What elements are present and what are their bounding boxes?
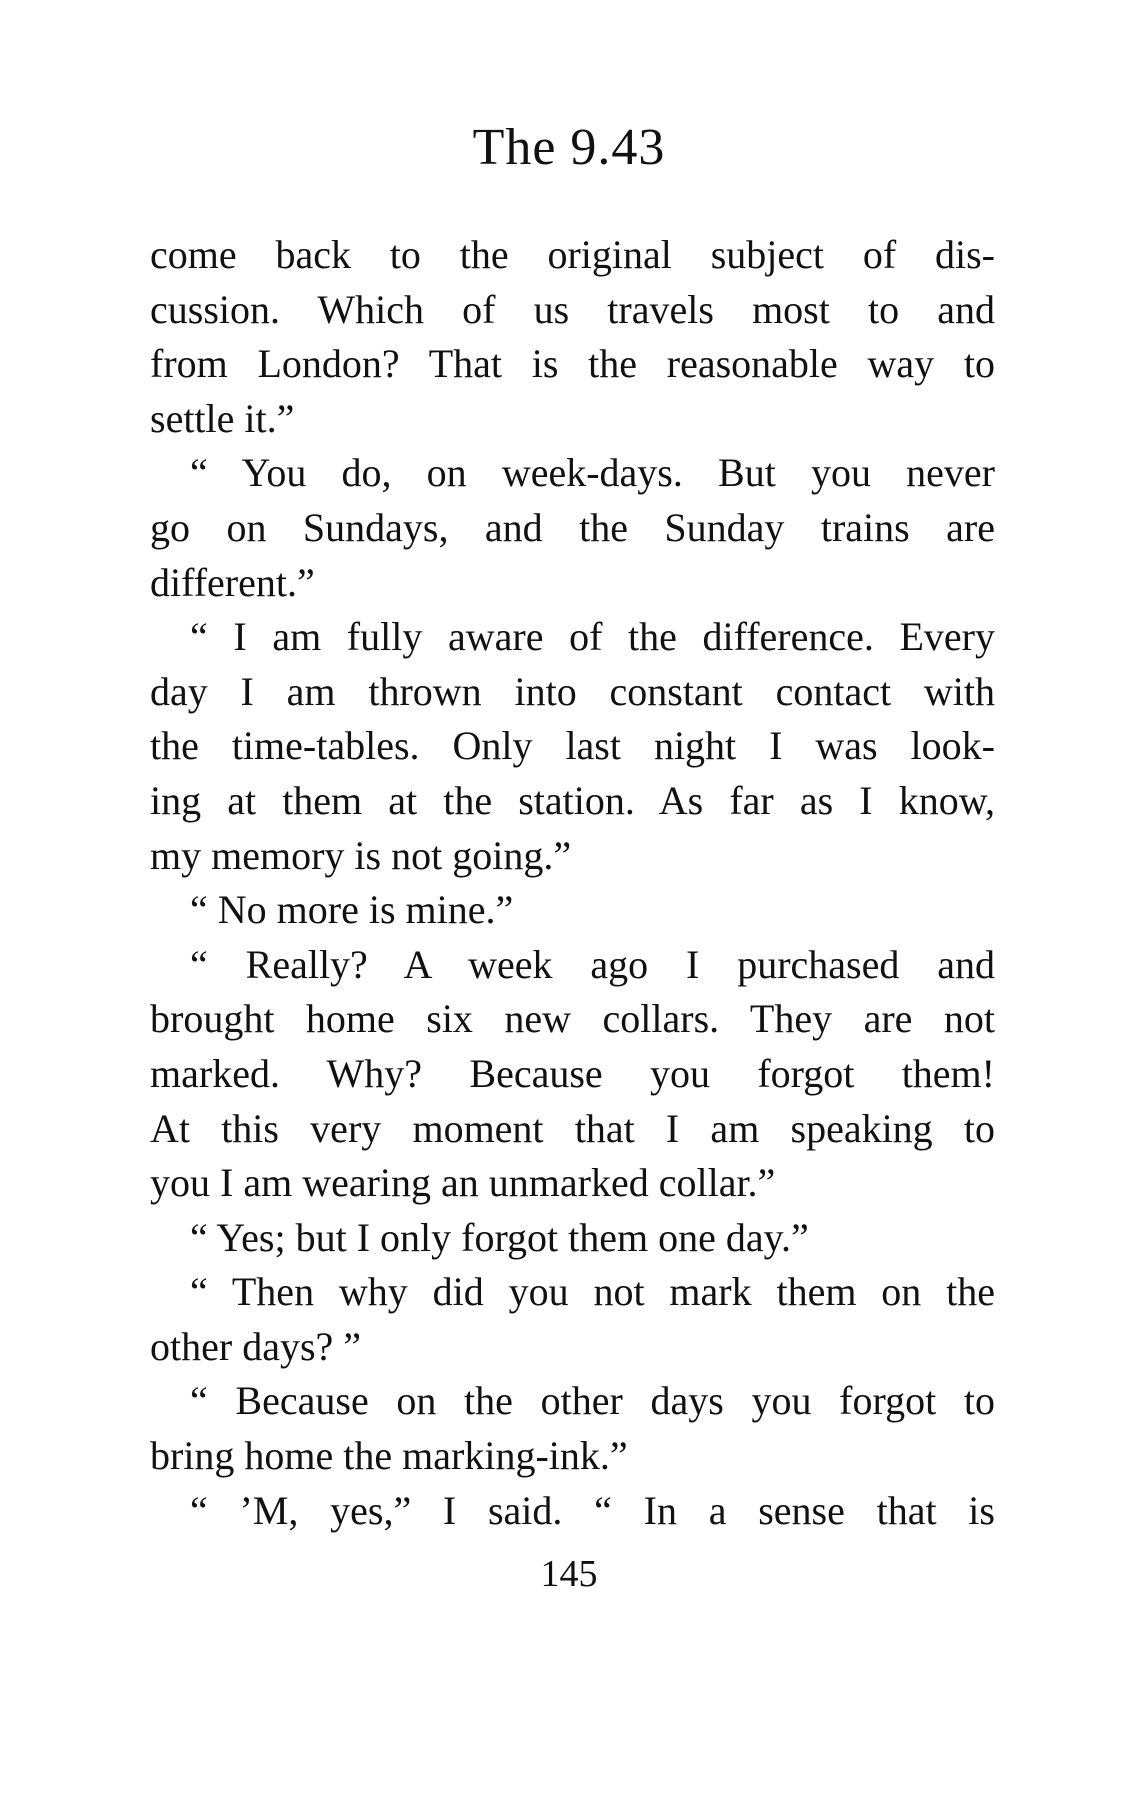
text-line: you I am wearing an unmarked collar.” — [150, 1160, 776, 1206]
text-line: come back to the original subject of dis- — [150, 232, 995, 277]
text-line: marked. Why? Because you forgot them! — [150, 1050, 995, 1096]
text-line: At this very moment that I am speaking to — [150, 1105, 995, 1151]
text-line: from London? That is the reasonable way to — [150, 341, 995, 387]
text-line: “ Yes; but I only forgot them one day.” — [190, 1214, 809, 1260]
text-line: cussion. Which of us travels most to and — [150, 286, 995, 332]
text-line: “ You do, on week-days. But you never — [190, 450, 995, 496]
text-line: “ No more is mine.” — [190, 887, 514, 933]
text-line: “ Because on the other days you forgot to — [190, 1378, 995, 1424]
text-line: bring home the marking-ink.” — [150, 1433, 628, 1479]
paragraph — [150, 1484, 995, 1539]
paragraph — [150, 446, 995, 610]
text-line: different.” — [150, 559, 315, 605]
text-line: other days? ” — [150, 1323, 362, 1369]
body-text — [150, 228, 995, 1538]
running-head: The 9.43 — [472, 119, 666, 176]
text-line: go on Sundays, and the Sunday trains are — [150, 504, 995, 550]
paragraph — [150, 883, 995, 938]
paragraph — [150, 1374, 995, 1483]
paragraph — [150, 610, 995, 883]
text-line: “ ’M, yes,” I said. “ In a sense that is — [190, 1487, 995, 1533]
text-line: day I am thrown into constant contact with — [150, 668, 995, 714]
text-line: settle it.” — [150, 395, 295, 441]
text-line: my memory is not going.” — [150, 832, 572, 878]
text-line: “ Then why did you not mark them on the — [190, 1269, 995, 1315]
paragraph — [150, 228, 995, 446]
paragraph — [150, 1211, 995, 1266]
text-line: the time-tables. Only last night I was look- — [150, 723, 995, 769]
paragraph — [150, 938, 995, 1211]
page-number: 145 — [540, 1553, 598, 1595]
text-line: “ I am fully aware of the difference. Every — [190, 614, 995, 660]
text-line: “ Really? A week ago I purchased and — [190, 941, 995, 987]
text-line: ing at them at the station. As far as I know, — [150, 777, 995, 823]
paragraph — [150, 1265, 995, 1374]
text-line: brought home six new collars. They are not — [150, 996, 995, 1042]
